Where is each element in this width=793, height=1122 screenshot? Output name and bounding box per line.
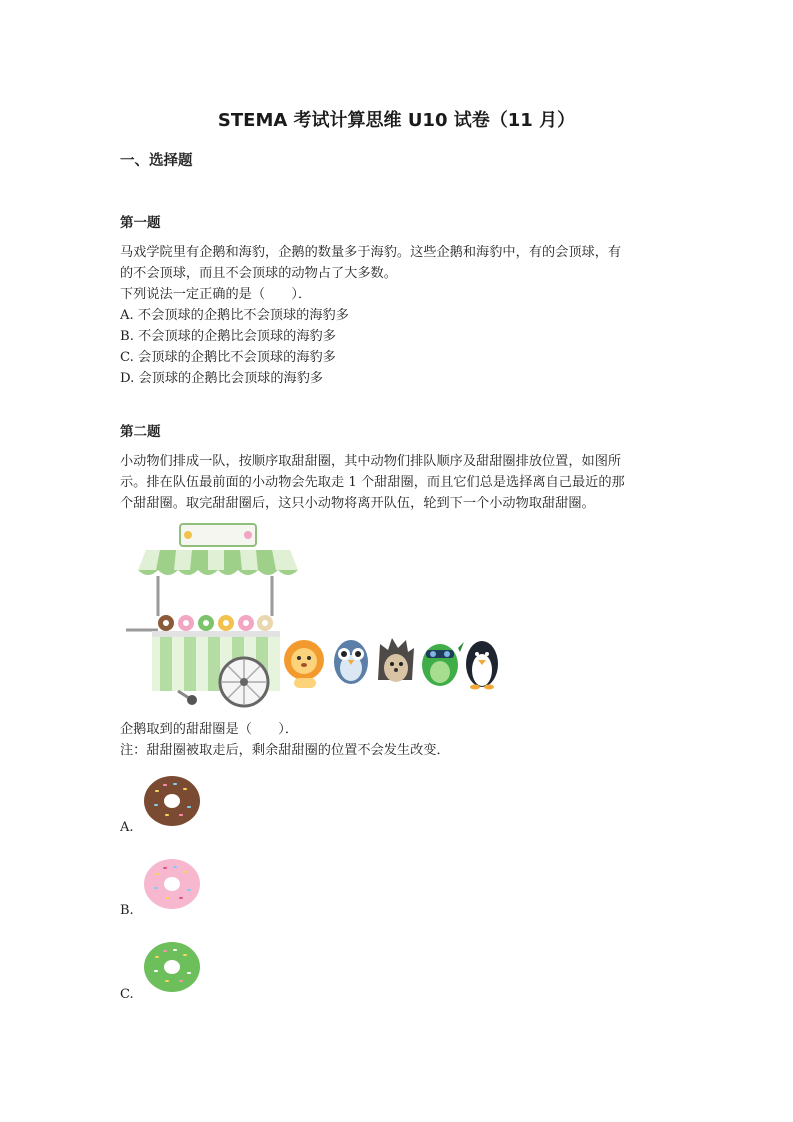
option-c-label[interactable]: C.	[120, 987, 134, 1002]
question-1-prompt: 下列说法一定正确的是（ ）．	[120, 287, 312, 302]
dinosaur-icon	[422, 642, 464, 686]
question-2-stem-line-3: 个甜甜圈。取完甜甜圈后，这只小动物将离开队伍，轮到下一个小动物取甜甜圈。	[120, 496, 595, 511]
section-heading: 一、选择题	[120, 153, 193, 169]
question-2-heading: 第二题	[120, 424, 161, 440]
penguin-icon	[466, 641, 498, 690]
question-1-option-b[interactable]: B. 不会顶球的企鹅比会顶球的海豹多	[120, 329, 336, 344]
option-a-label[interactable]: A.	[120, 820, 134, 835]
question-2-note: 注：甜甜圈被取走后，剩余甜甜圈的位置不会发生改变．	[120, 743, 450, 758]
document-title: STEMA 考试计算思维 U10 试卷（11 月）	[217, 110, 576, 131]
question-1-option-c[interactable]: C. 会顶球的企鹅比不会顶球的海豹多	[120, 350, 336, 365]
option-a-donut-image[interactable]	[143, 774, 201, 828]
question-1-option-d[interactable]: D. 会顶球的企鹅比会顶球的海豹多	[120, 371, 324, 386]
option-b-donut-image[interactable]	[143, 857, 201, 911]
question-1-stem-line-2: 的不会顶球，而且不会顶球的动物占了大多数。	[120, 266, 397, 281]
hedgehog-icon	[378, 638, 414, 682]
question-1-option-a[interactable]: A. 不会顶球的企鹅比不会顶球的海豹多	[120, 308, 349, 323]
option-b-label[interactable]: B.	[120, 903, 134, 918]
question-2-prompt: 企鹅取到的甜甜圈是（ ）．	[120, 722, 299, 737]
option-c-donut-image[interactable]	[143, 940, 201, 994]
lion-icon	[284, 640, 324, 688]
donut-cart-figure	[122, 520, 512, 710]
question-2-stem-line-1: 小动物们排成一队，按顺序取甜甜圈，其中动物们排队顺序及甜甜圈排放位置，如图所	[120, 454, 622, 469]
owl-icon	[334, 640, 368, 684]
question-2-stem-line-2: 示。排在队伍最前面的小动物会先取走 1 个甜甜圈，而且它们总是选择离自己最近的那	[120, 475, 625, 490]
question-1-heading: 第一题	[120, 215, 161, 231]
question-1-stem-line-1: 马戏学院里有企鹅和海豹，企鹅的数量多于海豹。这些企鹅和海豹中，有的会顶球，有	[120, 245, 622, 260]
